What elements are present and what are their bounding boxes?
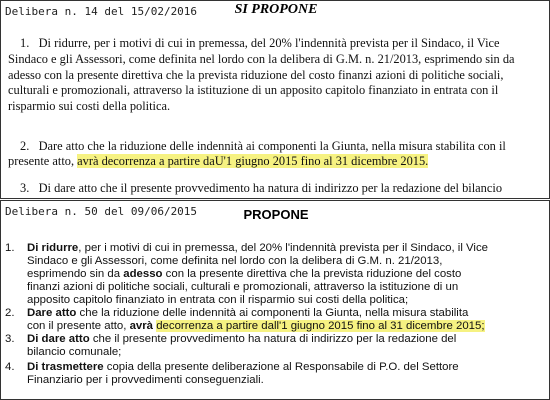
text-line: Finanziario per i provvedimenti conseguenziali. bbox=[27, 374, 264, 386]
text-segment: che il presente provvedimento ha natura di indirizzo per la redazione del bbox=[89, 333, 457, 345]
text-line: risparmio sui costi della politica. bbox=[8, 99, 171, 113]
text-line bbox=[27, 268, 461, 280]
item-number: 4. bbox=[5, 361, 15, 373]
text-line: Sindaco e gli Assessori, come definita nel lordo con la delibera di G.M. n. 21/2013, esprimendo sin da bbox=[8, 52, 515, 66]
text-line: bilancio comunale; bbox=[27, 346, 122, 358]
text-line: 1. Di ridurre, per i motivi di cui in premessa, del 20% l'indennità prevista per il Sindaco, il Vice bbox=[20, 36, 500, 50]
bottom-document-panel bbox=[0, 200, 550, 400]
text-line: adesso con la presente direttiva che la prevista riduzione del costo finanzi azioni di politiche sociali, bbox=[8, 68, 504, 82]
top-document-panel bbox=[0, 0, 550, 199]
document-title: SI PROPONE bbox=[234, 2, 318, 17]
text-segment: con il presente atto, bbox=[27, 320, 130, 332]
bold-keyword: avrà bbox=[129, 320, 154, 332]
text-line: apposito capitolo finanziato in entrata con il risparmio sui costi della politica; bbox=[27, 294, 409, 306]
item-number: 2. bbox=[5, 307, 15, 319]
text-line: 2. Dare atto che la riduzione delle indennità ai componenti la Giunta, nella misura stabilita con il bbox=[20, 139, 506, 153]
delibera-label: Delibera n. 50 del 09/06/2015 bbox=[5, 205, 198, 218]
text-segment: copia della presente deliberazione al Responsabile di P.O. del Settore bbox=[103, 361, 459, 373]
text-line: finanzi azioni di politiche sociali, culturali e promozionali, attraverso la istituzione di un bbox=[27, 281, 459, 293]
text-line bbox=[27, 307, 468, 319]
text-line bbox=[27, 361, 459, 373]
bold-keyword: Di ridurre bbox=[27, 242, 79, 254]
document-title: PROPONE bbox=[243, 207, 309, 222]
text-line bbox=[8, 154, 428, 169]
text-line bbox=[27, 242, 488, 254]
text-line: Sindaco e gli Assessori, come definita nel lordo con la delibera di G.M. n. 21/2013, bbox=[27, 255, 443, 267]
text-line bbox=[27, 320, 485, 332]
text-segment: , per i motivi di cui in premessa, del 20% l'indennità prevista per il Sindaco, il Vice bbox=[78, 242, 488, 254]
text-segment: che la riduzione delle indennità ai componenti la Giunta, nella misura stabilita bbox=[76, 307, 469, 319]
text-segment: con la presente direttiva che la prevista riduzione del costo bbox=[162, 268, 462, 280]
text-segment: esprimendo sin da bbox=[27, 268, 124, 280]
bold-keyword: Di trasmettere bbox=[27, 361, 104, 373]
text-line: culturali e promozionali, attraverso la istituzione di un apposito capitolo finanziato in entrata con il bbox=[8, 83, 499, 97]
text-line bbox=[27, 333, 456, 345]
highlighted-text: avrà decorrenza a partire daU'1 giugno 2015 fino al 31 dicembre 2015. bbox=[77, 154, 429, 168]
delibera-label: Delibera n. 14 del 15/02/2016 bbox=[5, 5, 198, 18]
bold-keyword: Dare atto bbox=[27, 307, 77, 319]
bold-keyword: Di dare atto bbox=[27, 333, 90, 345]
bold-keyword: adesso bbox=[123, 268, 163, 280]
highlighted-text: decorrenza a partire dall'1 giugno 2015 fino al 31 dicembre 2015; bbox=[156, 320, 485, 332]
text-segment: presente atto, bbox=[8, 154, 78, 168]
text-line: 3. Di dare atto che il presente provvedimento ha natura di indirizzo per la redazione del bilancio bbox=[20, 181, 503, 195]
item-number: 1. bbox=[5, 242, 15, 254]
item-number: 3. bbox=[5, 333, 15, 345]
